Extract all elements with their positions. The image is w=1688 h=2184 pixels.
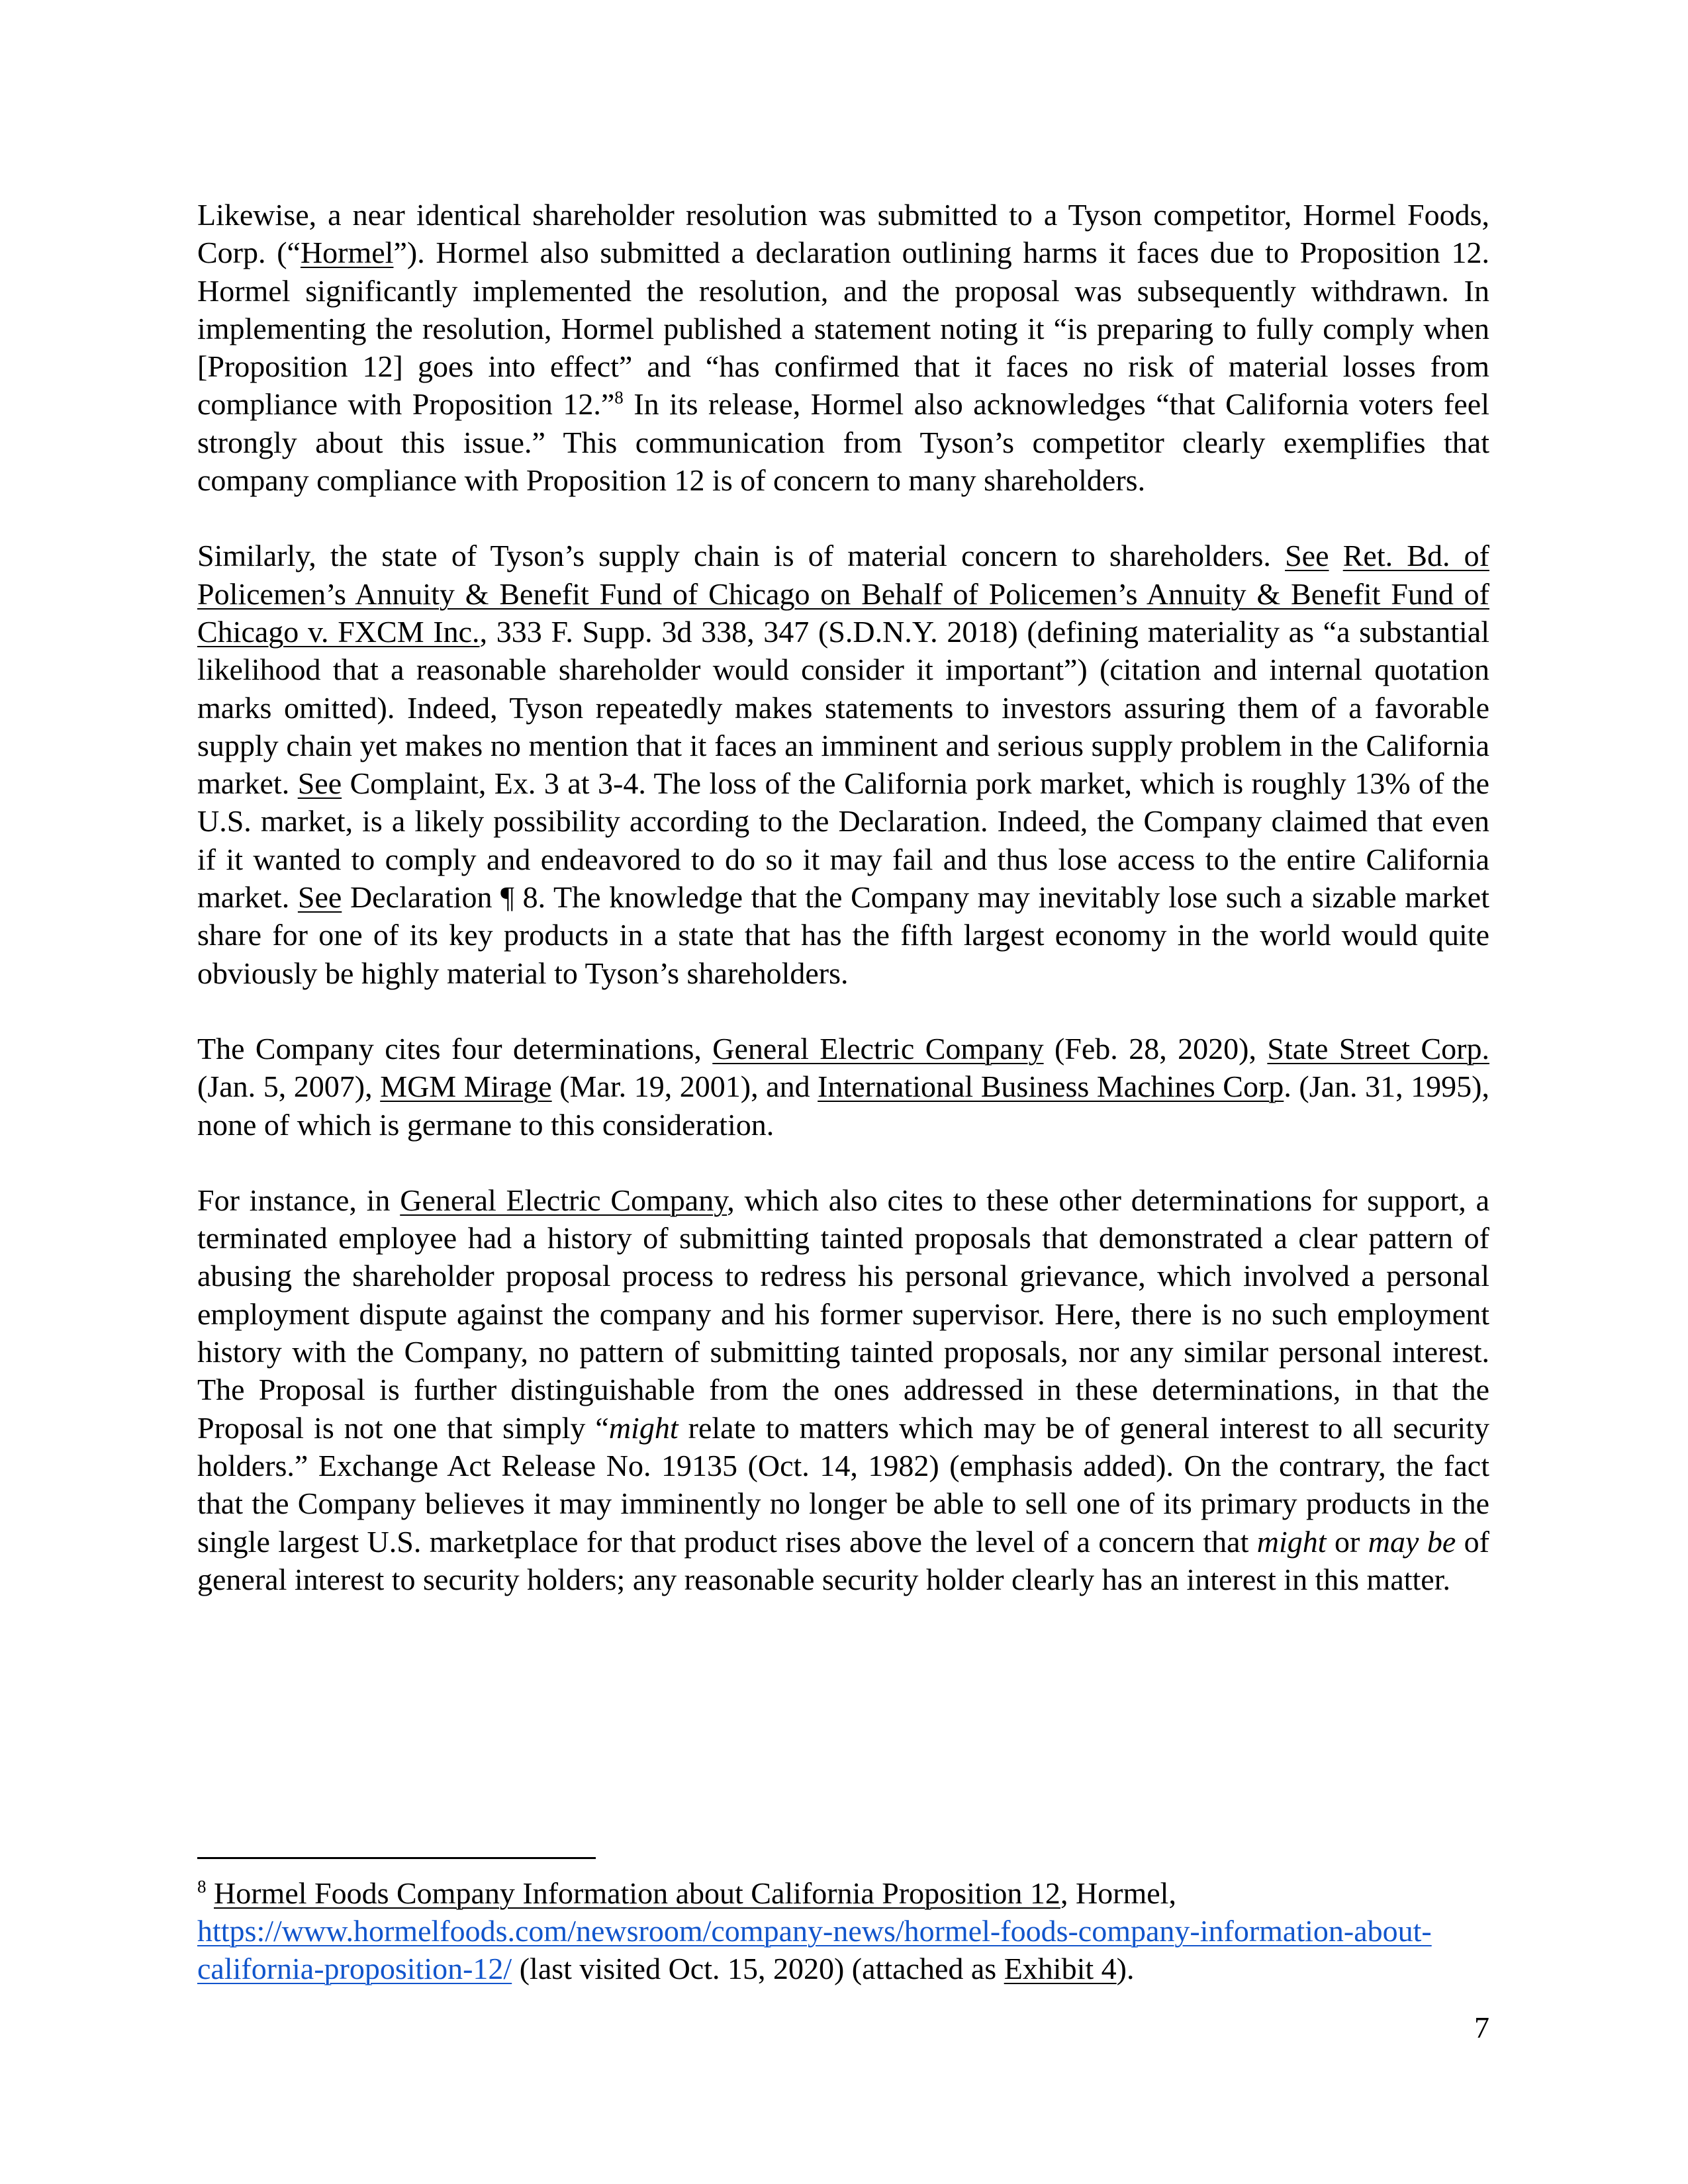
text-run: relate to matters which may be of general interest to all security holders.” Exchange Act Release No. 19135 (Oct. 14, 1982) (emphasis added). On the contrary, the fact that the Company believes it may imminently no longer be able to sell one of its primary products in the single largest U.S. marketplace for that product rises above the level of a concern that (197, 1410, 1489, 1559)
text-run: , Hormel, (1060, 1876, 1176, 1910)
document-body (197, 196, 1489, 1598)
text-run: For instance, in (197, 1183, 400, 1217)
citation-signal-see: See (297, 766, 342, 801)
text-run: (Feb. 28, 2020), (1043, 1031, 1268, 1066)
footnote-source-title: Hormel Foods Company Information about California Proposition 12 (214, 1876, 1060, 1910)
citation-signal-see: See (1285, 539, 1329, 573)
exhibit-reference: Exhibit 4 (1004, 1952, 1117, 1985)
footnote-number: 8 (197, 1876, 207, 1897)
text-run: Similarly, the state of Tyson’s supply chain is of material concern to shareholders. (197, 539, 1286, 573)
paragraph-determinations (197, 1030, 1489, 1144)
citation-general-electric: General Electric Company (712, 1031, 1044, 1066)
footnote-separator (197, 1857, 596, 1859)
text-run: Complaint, Ex. 3 at 3-4. The loss of the California pork market, which is roughly 13% of the U.S. market, is a likely possibility according to the Declaration. Indeed, the Company claimed that even if it wanted to comply and endeavored to do so it may fail and thus lose access to the entire California market. (197, 766, 1489, 915)
citation-ibm: International Business Machines Corp (818, 1069, 1284, 1104)
text-run: ”). Hormel also submitted a declaration outlining harms it faces due to Proposition 12. Hormel significantly implemented the resolution, and the proposal was subsequently withdrawn. In implementing the resolution, Hormel published a statement noting it “is preparing to fully comply when [Proposition 12] goes into effect” and “has confirmed that it faces no risk of material losses from compliance with Proposition 12.” (197, 236, 1489, 422)
text-run: , which also cites to these other determinations for support, a terminated employee had a history of submitting tainted proposals that demonstrated a clear pattern of abusing the shareholder proposal process to redress his personal grievance, which involved a personal employment dispute against the company and his former supervisor. Here, there is no such employment history with the Company, no pattern of submitting tainted proposals, nor any similar personal interest. The Proposal is further distinguishable from the ones addressed in these determinations, in that the Proposal is not one that simply “ (197, 1183, 1489, 1445)
text-run: (last visited Oct. 15, 2020) (attached as (512, 1952, 1004, 1985)
citation-mgm-mirage: MGM Mirage (380, 1069, 552, 1104)
defined-term-hormel: Hormel (300, 236, 394, 270)
text-run: of general interest to security holders; any reasonable security holder clearly has an interest in this matter. (197, 1524, 1489, 1596)
paragraph-supply-chain (197, 537, 1489, 992)
paragraph-hormel (197, 196, 1489, 499)
text-run: (Mar. 19, 2001), and (551, 1069, 818, 1104)
text-run (1329, 539, 1343, 572)
citation-signal-see: See (297, 880, 342, 915)
footnote-url-link[interactable]: https://www.hormelfoods.com/newsroom/company-news/hormel-foods-company-information-about-california-proposition-12/ (197, 1914, 1432, 1985)
text-run: Declaration ¶ 8. The knowledge that the Company may inevitably lose such a sizable market share for one of its key products in a state that has the fifth largest economy in the world would quite obviously be highly material to Tyson’s shareholders. (197, 880, 1490, 990)
text-run: In its release, Hormel also acknowledges “that California voters feel strongly about this issue.” This communication from Tyson’s competitor clearly exemplifies that company compliance with Proposition 12 is of concern to many shareholders. (197, 387, 1489, 498)
emphasis-may-be: may be (1368, 1524, 1456, 1559)
text-run (207, 1876, 214, 1910)
text-run: , 333 F. Supp. 3d 338, 347 (S.D.N.Y. 2018) (defining materiality as “a substantial likelihood that a reasonable shareholder would consider it important”) (citation and internal quotation marks omitted). Indeed, Tyson repeatedly makes statements to investors assuring them of a favorable supply chain yet makes no mention that it faces an imminent and serious supply problem in the California market. (197, 614, 1489, 801)
case-citation-fxcm: Ret. Bd. of Policemen’s Annuity & Benefit Fund of Chicago on Behalf of Policemen’s Annuity & Benefit Fund of Chicago v. FXCM Inc. (197, 539, 1489, 649)
text-run: ). (1116, 1952, 1135, 1985)
emphasis-might: might (1256, 1524, 1327, 1559)
text-run: (Jan. 5, 2007), (197, 1069, 381, 1104)
text-run: or (1326, 1524, 1368, 1559)
footnote-8 (197, 1874, 1489, 1987)
text-run: . (Jan. 31, 1995), none of which is germane to this consideration. (197, 1069, 1489, 1142)
paragraph-general-electric (197, 1181, 1489, 1598)
page-number: 7 (1474, 2011, 1489, 2044)
text-run: The Company cites four determinations, (197, 1031, 713, 1066)
emphasis-might: might (608, 1410, 679, 1445)
text-run: Likewise, a near identical shareholder resolution was submitted to a Tyson competitor, Hormel Foods, Corp. (“ (197, 198, 1489, 270)
citation-state-street: State Street Corp. (1267, 1031, 1489, 1066)
footnote-reference[interactable]: 8 (614, 388, 624, 408)
citation-general-electric: General Electric Company (400, 1183, 727, 1217)
